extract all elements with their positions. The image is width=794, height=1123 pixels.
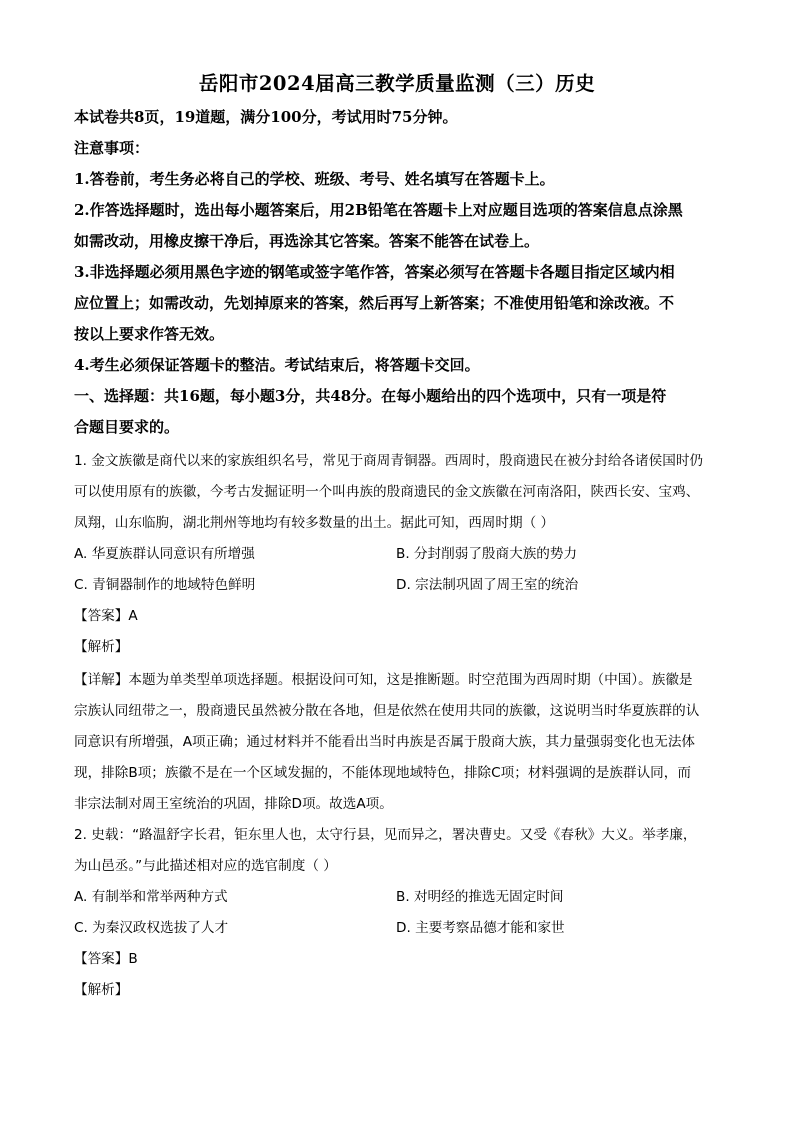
note-4: 4.考生必须保证答题卡的整洁。考试结束后，将答题卡交回。 xyxy=(74,356,480,374)
note-3-line-1: 3.非选择题必须用黑色字迹的钢笔或签字笔作答，答案必须写在答题卡各题目指定区域内相 xyxy=(74,263,675,281)
q1-option-b: B. 分封削弱了殷商大族的势力 xyxy=(396,546,578,562)
q1-detail-line-2: 宗族认同纽带之一，殷商遗民虽然被分散在各地，但是依然在使用共同的族徽，这说明当时华夏族群的认 xyxy=(74,703,700,719)
q1-stem-line-2: 可以使用原有的族徽，今考古发掘证明一个叫冉族的殷商遗民的金文族徽在河南洛阳，陕西长安、宝鸡、 xyxy=(74,484,700,500)
document-title: 岳阳市2024届高三教学质量监测（三）历史 xyxy=(198,72,596,95)
q1-analysis-label: 【解析】 xyxy=(74,639,129,655)
note-3-line-3: 按以上要求作答无效。 xyxy=(74,325,225,343)
note-2-line-1: 2.作答选择题时，选出每小题答案后，用2B铅笔在答题卡上对应题目选项的答案信息点涂黑 xyxy=(74,201,683,219)
q2-answer: 【答案】B xyxy=(74,951,138,967)
section-heading-line-1: 一、选择题：共16题，每小题3分，共48分。在每小题给出的四个选项中，只有一项是符 xyxy=(74,387,667,405)
section-heading-line-2: 合题目要求的。 xyxy=(74,418,180,436)
q2-analysis-label: 【解析】 xyxy=(74,982,129,998)
exam-intro: 本试卷共8页，19道题，满分100分，考试用时75分钟。 xyxy=(74,108,458,126)
q2-option-a: A. 有制举和常举两种方式 xyxy=(74,889,228,905)
q2-option-b: B. 对明经的推选无固定时间 xyxy=(396,889,564,905)
note-3-line-2: 应位置上；如需改动，先划掉原来的答案，然后再写上新答案；不准使用铅笔和涂改液。不 xyxy=(74,294,675,312)
q2-option-d: D. 主要考察品德才能和家世 xyxy=(396,920,565,936)
q1-option-a: A. 华夏族群认同意识有所增强 xyxy=(74,546,255,562)
q2-stem-line-1: 2. 史载：“路温舒字长君，钜东里人也，太守行县，见而异之，署决曹史。又受《春秋》大义。举孝廉， xyxy=(74,827,697,843)
q1-option-d: D. 宗法制巩固了周王室的统治 xyxy=(396,577,579,593)
q2-option-c: C. 为秦汉政权选拔了人才 xyxy=(74,920,229,936)
q1-detail-line-5: 非宗法制对周王室统治的巩固，排除D项。故选A项。 xyxy=(74,796,393,812)
q1-option-c: C. 青铜器制作的地域特色鲜明 xyxy=(74,577,256,593)
q1-stem-line-3: 凤翔，山东临朐，湖北荆州等地均有较多数量的出土。据此可知，西周时期（ ） xyxy=(74,515,555,531)
q1-stem-line-1: 1. 金文族徽是商代以来的家族组织名号，常见于商周青铜器。西周时，殷商遗民在被分封给各诸侯国时仍 xyxy=(74,453,704,469)
note-1: 1.答卷前，考生务必将自己的学校、班级、考号、姓名填写在答题卡上。 xyxy=(74,170,555,188)
q1-detail-line-4: 现，排除B项；族徽不是在一个区域发掘的，不能体现地域特色，排除C项；材料强调的是族群认同，而 xyxy=(74,765,691,781)
q1-answer: 【答案】A xyxy=(74,608,138,624)
q2-stem-line-2: 为山邑丞。”与此描述相对应的选官制度（ ） xyxy=(74,858,337,874)
q1-detail-line-1: 【详解】本题为单类型单项选择题。根据设问可知，这是推断题。时空范围为西周时期（中国）。族徽是 xyxy=(74,672,693,688)
note-2-line-2: 如需改动，用橡皮擦干净后，再选涂其它答案。答案不能答在试卷上。 xyxy=(74,232,540,250)
q1-detail-line-3: 同意识有所增强，A项正确；通过材料并不能看出当时冉族是否属于殷商大族，其力量强弱变化也无法体 xyxy=(74,734,696,750)
notes-heading: 注意事项： xyxy=(74,139,150,157)
